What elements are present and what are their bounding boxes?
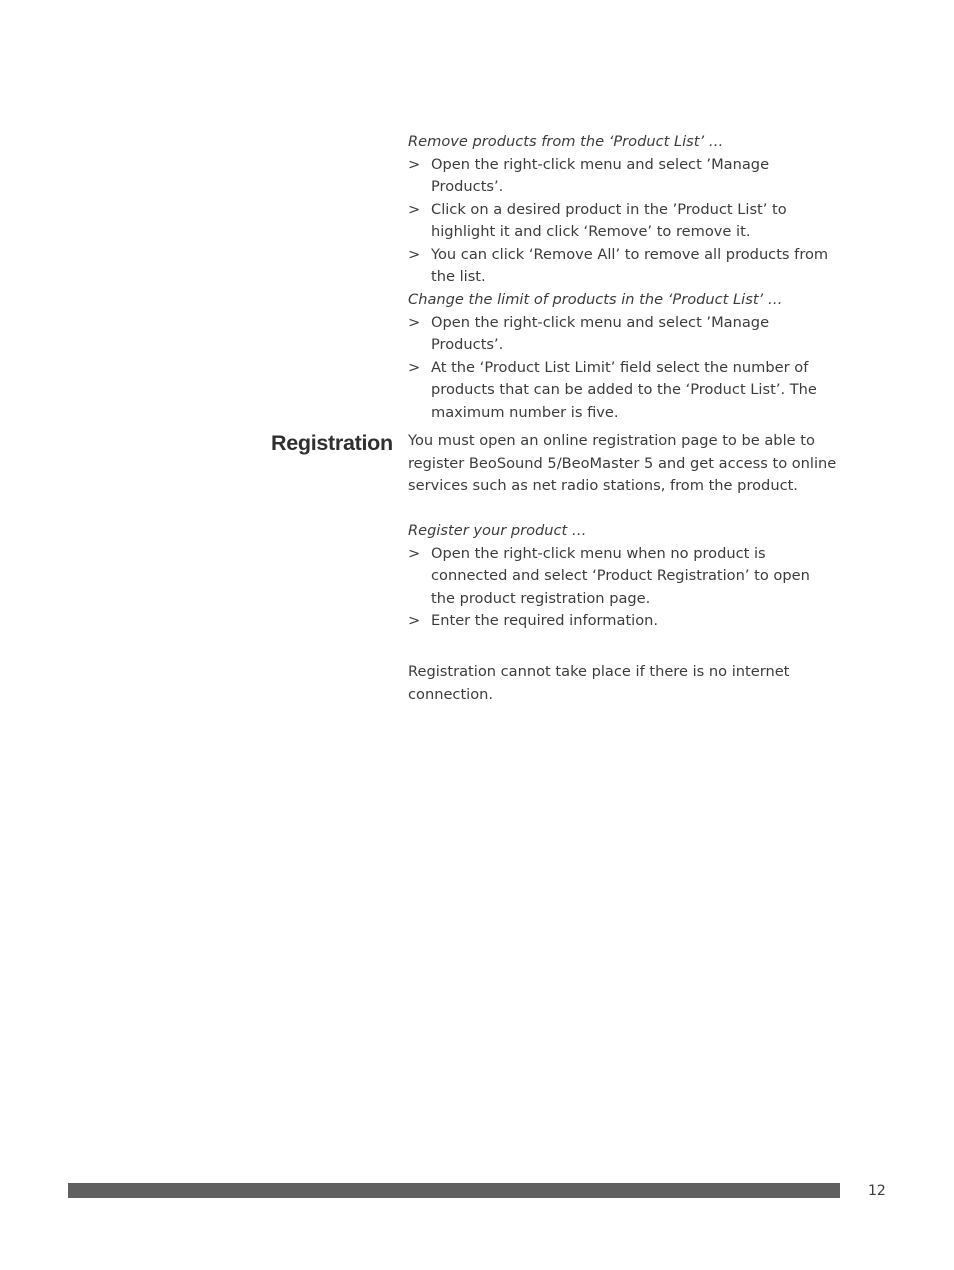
change-limit-steps [408,312,838,425]
register-product-steps [408,543,838,633]
list-item [408,610,838,633]
remove-products-steps [408,154,838,289]
step-text: You can click ‘Remove All’ to remove all products from the list. [431,245,829,285]
step-text: Click on a desired product in the ’Product List’ to highlight it and click ‘Remove’ to remove it. [431,200,787,240]
step-marker: > [408,544,421,562]
registration-note-block [408,661,838,706]
list-item [408,357,838,425]
footer-bar [68,1183,840,1198]
list-item [408,312,838,357]
step-marker: > [408,358,421,376]
remove-products-title: Remove products from the ‘Product List’ … [408,133,724,150]
list-item [408,199,838,244]
register-product-section [408,520,838,633]
list-item [408,154,838,199]
registration-note: Registration cannot take place if there is no internet connection. [408,663,790,703]
page-number: 12 [868,1183,886,1199]
step-text: Open the right-click menu and select ’Manage Products’. [431,313,770,353]
step-marker: > [408,155,421,173]
register-product-title: Register your product … [408,522,587,539]
step-text: At the ‘Product List Limit’ field select the number of products that can be added to the ‘Product List’. The maximum number is five. [431,358,817,421]
step-text: Open the right-click menu and select ’Manage Products’. [431,155,770,195]
change-limit-title: Change the limit of products in the ‘Product List’ … [408,291,783,308]
change-limit-section [408,289,838,424]
step-marker: > [408,612,421,629]
registration-intro-block [408,430,838,498]
registration-intro: You must open an online registration page to be able to register BeoSound 5/BeoMaster 5 and get access to online services such as net radio stations, from the product. [408,432,837,494]
step-marker: > [408,245,421,263]
step-text: Enter the required information. [431,612,659,629]
remove-products-section [408,131,838,289]
step-text: Open the right-click menu when no product is connected and select ‘Product Registration’ to open the product registration page. [431,544,810,607]
list-item [408,543,838,611]
list-item [408,244,838,289]
registration-heading: Registration [271,431,393,455]
step-marker: > [408,200,421,218]
step-marker: > [408,313,421,331]
